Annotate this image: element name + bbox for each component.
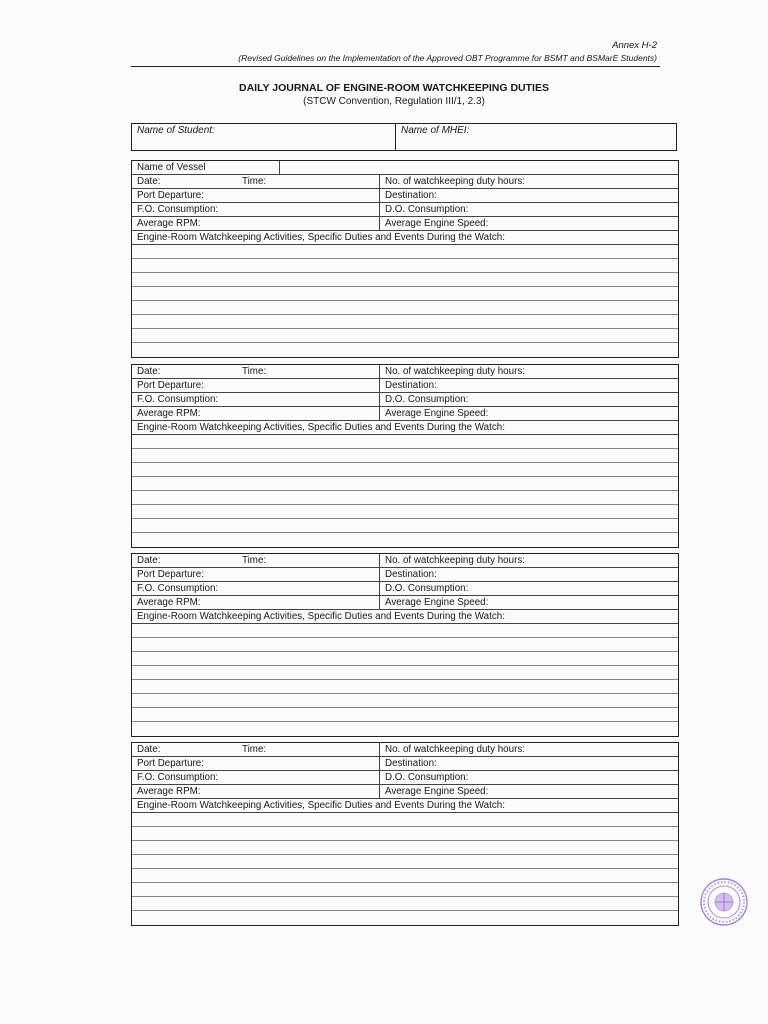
writing-line[interactable]: [132, 491, 678, 505]
student-name-label: Name of Student:: [137, 125, 215, 136]
mhei-name-field[interactable]: [396, 124, 676, 150]
engine-speed-label: Average Engine Speed:: [385, 408, 489, 419]
vessel-label: Name of Vessel: [132, 161, 280, 174]
writing-line[interactable]: [132, 827, 678, 841]
rpm-field[interactable]: [132, 785, 380, 798]
writing-line[interactable]: [132, 301, 678, 315]
port-row: [132, 568, 678, 582]
speed-row: [132, 596, 678, 610]
activities-lines[interactable]: [132, 813, 678, 925]
port-row: [132, 379, 678, 393]
header-divider: [131, 66, 660, 67]
writing-line[interactable]: [132, 477, 678, 491]
date-field[interactable]: [132, 743, 380, 756]
writing-line[interactable]: [132, 505, 678, 519]
activities-label: Engine-Room Watchkeeping Activities, Specific Duties and Events During the Watch:: [132, 799, 678, 813]
mhei-name-label: Name of MHEI:: [401, 125, 470, 136]
time-label: Time:: [242, 555, 267, 566]
writing-line[interactable]: [132, 680, 678, 694]
watch-entry-2: [131, 364, 679, 548]
writing-line[interactable]: [132, 315, 678, 329]
writing-line[interactable]: [132, 449, 678, 463]
destination-field[interactable]: [380, 757, 678, 770]
writing-line[interactable]: [132, 343, 678, 357]
duty-hours-field[interactable]: [380, 175, 678, 188]
date-label: Date:: [137, 176, 161, 187]
do-consumption-label: D.O. Consumption:: [385, 583, 469, 594]
writing-line[interactable]: [132, 259, 678, 273]
student-name-field[interactable]: [132, 124, 396, 150]
speed-row: [132, 217, 678, 231]
fo-consumption-label: F.O. Consumption:: [137, 583, 219, 594]
page-subtitle: (STCW Convention, Regulation III/1, 2.3): [303, 96, 485, 107]
destination-field[interactable]: [380, 379, 678, 392]
writing-line[interactable]: [132, 463, 678, 477]
consumption-row: [132, 393, 678, 407]
consumption-row: [132, 582, 678, 596]
fo-consumption-field[interactable]: [132, 393, 380, 406]
date-field[interactable]: [132, 554, 380, 567]
activities-label: Engine-Room Watchkeeping Activities, Specific Duties and Events During the Watch:: [132, 421, 678, 435]
writing-line[interactable]: [132, 708, 678, 722]
rpm-label: Average RPM:: [137, 218, 201, 229]
consumption-row: [132, 771, 678, 785]
rpm-field[interactable]: [132, 407, 380, 420]
date-label: Date:: [137, 366, 161, 377]
destination-label: Destination:: [385, 190, 437, 201]
activities-lines[interactable]: [132, 245, 678, 357]
writing-line[interactable]: [132, 273, 678, 287]
rpm-label: Average RPM:: [137, 597, 201, 608]
duty-hours-field[interactable]: [380, 743, 678, 756]
annex-label: Annex H-2: [612, 40, 657, 51]
duty-hours-label: No. of watchkeeping duty hours:: [385, 555, 525, 566]
writing-line[interactable]: [132, 911, 678, 925]
port-departure-label: Port Departure:: [137, 190, 204, 201]
rpm-label: Average RPM:: [137, 786, 201, 797]
port-departure-label: Port Departure:: [137, 758, 204, 769]
speed-row: [132, 785, 678, 799]
writing-line[interactable]: [132, 883, 678, 897]
date-field[interactable]: [132, 175, 380, 188]
writing-line[interactable]: [132, 533, 678, 547]
writing-line[interactable]: [132, 841, 678, 855]
destination-field[interactable]: [380, 568, 678, 581]
do-consumption-label: D.O. Consumption:: [385, 204, 469, 215]
writing-line[interactable]: [132, 869, 678, 883]
writing-line[interactable]: [132, 329, 678, 343]
duty-hours-label: No. of watchkeeping duty hours:: [385, 366, 525, 377]
date-label: Date:: [137, 555, 161, 566]
do-consumption-field[interactable]: [380, 203, 678, 216]
date-label: Date:: [137, 744, 161, 755]
destination-field[interactable]: [380, 189, 678, 202]
writing-line[interactable]: [132, 897, 678, 911]
do-consumption-field[interactable]: [380, 393, 678, 406]
port-departure-label: Port Departure:: [137, 380, 204, 391]
watch-entry-3: [131, 553, 679, 737]
writing-line[interactable]: [132, 666, 678, 680]
speed-row: [132, 407, 678, 421]
writing-line[interactable]: [132, 624, 678, 638]
destination-label: Destination:: [385, 758, 437, 769]
activities-lines[interactable]: [132, 435, 678, 547]
writing-line[interactable]: [132, 813, 678, 827]
writing-line[interactable]: [132, 435, 678, 449]
writing-line[interactable]: [132, 638, 678, 652]
fo-consumption-field[interactable]: [132, 771, 380, 784]
fo-consumption-label: F.O. Consumption:: [137, 772, 219, 783]
duty-hours-label: No. of watchkeeping duty hours:: [385, 744, 525, 755]
writing-line[interactable]: [132, 855, 678, 869]
duty-hours-field[interactable]: [380, 554, 678, 567]
time-label: Time:: [242, 744, 267, 755]
date-time-row: [132, 175, 678, 189]
engine-speed-field[interactable]: [380, 407, 678, 420]
port-departure-label: Port Departure:: [137, 569, 204, 580]
writing-line[interactable]: [132, 287, 678, 301]
guidelines-text: (Revised Guidelines on the Implementation of the Approved OBT Programme for BSMT and BSMarE Students): [238, 53, 657, 63]
watch-entry-4: [131, 742, 679, 926]
destination-label: Destination:: [385, 380, 437, 391]
writing-line[interactable]: [132, 245, 678, 259]
do-consumption-label: D.O. Consumption:: [385, 772, 469, 783]
writing-line[interactable]: [132, 652, 678, 666]
do-consumption-label: D.O. Consumption:: [385, 394, 469, 405]
rpm-field[interactable]: [132, 596, 380, 609]
port-departure-field[interactable]: [132, 379, 380, 392]
activities-lines[interactable]: [132, 624, 678, 736]
time-label: Time:: [242, 366, 267, 377]
fo-consumption-label: F.O. Consumption:: [137, 394, 219, 405]
port-row: [132, 189, 678, 203]
duty-hours-field[interactable]: [380, 365, 678, 378]
duty-hours-label: No. of watchkeeping duty hours:: [385, 176, 525, 187]
engine-speed-field[interactable]: [380, 596, 678, 609]
fo-consumption-label: F.O. Consumption:: [137, 204, 219, 215]
port-departure-field[interactable]: [132, 757, 380, 770]
do-consumption-field[interactable]: [380, 771, 678, 784]
activities-label: Engine-Room Watchkeeping Activities, Specific Duties and Events During the Watch:: [132, 610, 678, 624]
fo-consumption-field[interactable]: [132, 203, 380, 216]
port-departure-field[interactable]: [132, 568, 380, 581]
student-info-box: [131, 123, 677, 151]
engine-speed-label: Average Engine Speed:: [385, 786, 489, 797]
watch-entry-1: [131, 160, 679, 358]
activities-label: Engine-Room Watchkeeping Activities, Specific Duties and Events During the Watch:: [132, 231, 678, 245]
vessel-row: [132, 161, 678, 175]
rpm-label: Average RPM:: [137, 408, 201, 419]
do-consumption-field[interactable]: [380, 582, 678, 595]
writing-line[interactable]: [132, 722, 678, 736]
institution-seal-icon: [698, 876, 750, 928]
date-time-row: [132, 743, 678, 757]
date-time-row: [132, 365, 678, 379]
date-time-row: [132, 554, 678, 568]
engine-speed-label: Average Engine Speed:: [385, 597, 489, 608]
date-field[interactable]: [132, 365, 380, 378]
port-departure-field[interactable]: [132, 189, 380, 202]
time-label: Time:: [242, 176, 267, 187]
destination-label: Destination:: [385, 569, 437, 580]
consumption-row: [132, 203, 678, 217]
page-title: DAILY JOURNAL OF ENGINE-ROOM WATCHKEEPING DUTIES: [239, 82, 549, 94]
engine-speed-field[interactable]: [380, 785, 678, 798]
fo-consumption-field[interactable]: [132, 582, 380, 595]
writing-line[interactable]: [132, 694, 678, 708]
port-row: [132, 757, 678, 771]
writing-line[interactable]: [132, 519, 678, 533]
rpm-field[interactable]: [132, 217, 380, 230]
engine-speed-field[interactable]: [380, 217, 678, 230]
engine-speed-label: Average Engine Speed:: [385, 218, 489, 229]
